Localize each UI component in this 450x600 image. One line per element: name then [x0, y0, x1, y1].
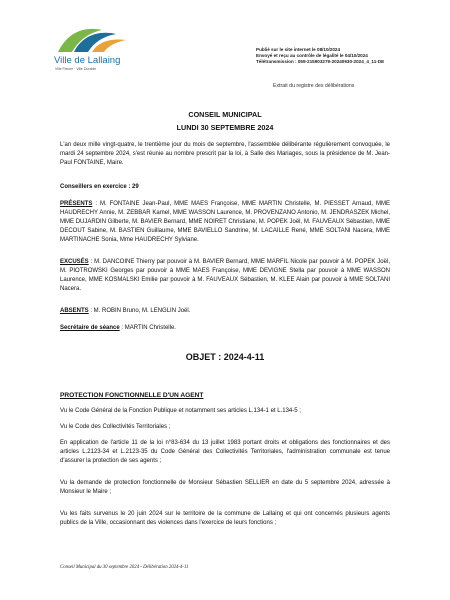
- excuses-label: EXCUSÉS: [60, 259, 89, 265]
- application-paragraph: En application de l'article 11 de la loi n°83-634 du 13 juillet 1983 portant droits et obligations des fonctionnaires et des articles L.2123-34 et L.2123-35 du Code Général des Collectivités Territoriales, l'administration communale est tenue d'assurer la protection de ses agents ;: [60, 440, 390, 464]
- absents-text: : M. ROBIN Bruno, M. LENGLIN Joël.: [88, 308, 191, 314]
- excuses-text: : M. DANCOINE Thierry par pouvoir à M. BAVIER Bernard, MME MARFIL Nicole par pouvoir à M. POPEK Joël, M. PIOTROWSKI Georges par pouvoir à MME MAES Françoise, MME DEVIGNE Stella par pouvoir à MME WASSON Laurence, MME KOSMALSKI Emilie par pouvoir à M. FAUVEAUX Sébastien, M. KLEE Alain par pouvoir à MME SOLTANI Nacera.: [60, 259, 390, 292]
- section-title: PROTECTION FONCTIONNELLE D'UN AGENT: [60, 392, 204, 399]
- city-logo: [54, 22, 134, 74]
- conseillers-count: Conseillers en exercice : 29: [60, 184, 139, 190]
- intro-paragraph: L'an deux mille vingt-quatre, le trentième jour du mois de septembre, l'assemblée délibérante régulièrement convoquée, le mardi 24 septembre 2024, s'est réunie au nombre prescrit par la loi, à Salle des Mariages, sous la présidence de M. Jean-Paul FONTAINE, Maire.: [60, 142, 390, 166]
- vu-code-collectivites: Vu le Code des Collectivités Territoriales ;: [60, 424, 171, 430]
- logo-subtitle: Ville Fleurie · Ville Durable: [55, 67, 97, 71]
- register-extract: Extrait du registre des délibérations: [273, 83, 355, 89]
- meta-legality: Envoyé et reçu au contrôle de légalité le 04/10/2024: [256, 53, 368, 58]
- page-footer: Conseil Municipal du 30 septembre 2024 - Délibération 2024-4-11: [60, 565, 189, 570]
- excuses-paragraph: [60, 258, 390, 294]
- meta-transmission: Télétransmission : 059-215903279-20240930-2024_4_11-DE: [256, 59, 385, 64]
- vu-demande-paragraph: Vu la demande de protection fonctionnelle de Monsieur Sébastien SELLIER en date du 5 septembre 2024, adressée à Monsieur le Maire ;: [60, 480, 390, 495]
- presents-label: PRÉSENTS: [60, 201, 93, 207]
- council-title: CONSEIL MUNICIPAL: [188, 110, 262, 119]
- objet-heading: OBJET : 2024-4-11: [185, 352, 265, 362]
- absents-paragraph: [60, 307, 390, 316]
- vu-code-general: Vu le Code Général de la Fonction Publique et notamment ses articles L.134-1 et L.134-5 ;: [60, 408, 301, 414]
- presents-text: : M. FONTAINE Jean-Paul, MME MAES Françoise, MME MARTIN Christelle, M. PIESSET Arnaud, MME HAUDRECHY Annie, M. ZEBBAR Kamel, MME WASSON Laurence, M. PROVENZANO Antonio, M. JENDRASZEK Michel, MME DUJARDIN Gilberte, M. BAVIER Bernard, MME NOIRET Christiane, M. POPEK Joël, M. FAUVEAUX Sébastien, MME DECOUT Sabine, M. BASTIEN Guillaume, MME BAVIELLO Sandrine, M. LACAILLE René, MME SOLTANI Nacera, MME MARTINACHE Sonia, Mme HAUDRECHY Sylviane.: [60, 201, 390, 243]
- publication-meta: [256, 47, 384, 65]
- absents-label: ABSENTS: [60, 308, 89, 314]
- secretaire-paragraph: [60, 324, 390, 333]
- logo-title: Ville de Lallaing: [54, 55, 121, 66]
- vu-faits-paragraph: Vu les faits survenus le 20 juin 2024 sur le territoire de la commune de Lallaing et qui ont concernés plusieurs agents publics de la Ville, occasionnant des violences dans l'exercice de leurs fonctions ;: [60, 511, 390, 526]
- presents-paragraph: [60, 200, 390, 245]
- meta-published: Publié sur le site internet le 08/10/2024: [256, 47, 341, 52]
- council-date: LUNDI 30 SEPTEMBRE 2024: [176, 123, 274, 132]
- secretaire-label: Secrétaire de séance: [60, 325, 120, 331]
- logo-graphic: [54, 22, 134, 56]
- secretaire-text: : MARTIN Christelle.: [119, 325, 176, 331]
